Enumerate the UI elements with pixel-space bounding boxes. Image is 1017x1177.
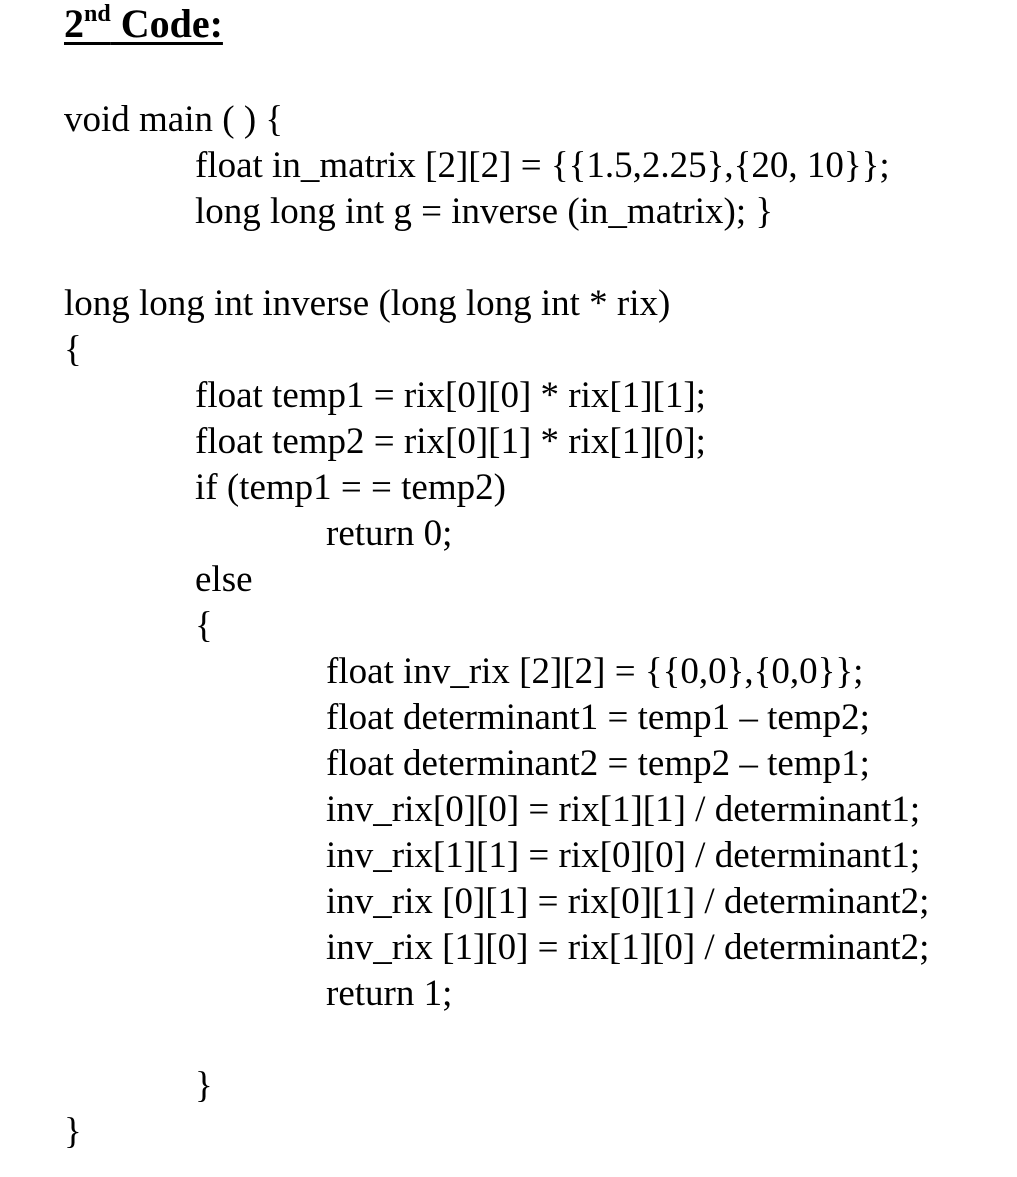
- code-line: else: [195, 559, 253, 600]
- code-line: inv_rix [0][1] = rix[0][1] / determinant2;: [326, 881, 930, 922]
- code-line: inv_rix[1][1] = rix[0][0] / determinant1;: [326, 835, 921, 876]
- code-line: float temp1 = rix[0][0] * rix[1][1];: [195, 375, 706, 416]
- heading-number: 2: [64, 1, 84, 46]
- code-line: float determinant1 = temp1 – temp2;: [326, 697, 870, 738]
- code-line: if (temp1 = = temp2): [195, 467, 506, 508]
- code-line: return 0;: [326, 513, 453, 554]
- blank-line: [64, 235, 1004, 281]
- heading-label: Code:: [110, 1, 223, 46]
- code-line: }: [64, 1111, 82, 1152]
- blank-line: [64, 1017, 1004, 1063]
- code-line: }: [195, 1065, 213, 1106]
- code-line: long long int g = inverse (in_matrix); }: [195, 191, 774, 232]
- code-line: void main ( ) {: [64, 99, 284, 140]
- code-line: float inv_rix [2][2] = {{0,0},{0,0}};: [326, 651, 864, 692]
- code-line: return 1;: [326, 973, 453, 1014]
- code-line: long long int inverse (long long int * rix): [64, 283, 671, 324]
- section-heading: [64, 2, 223, 46]
- code-line: {: [64, 329, 82, 370]
- code-line: {: [195, 605, 213, 646]
- code-line: inv_rix[0][0] = rix[1][1] / determinant1;: [326, 789, 921, 830]
- code-line: float determinant2 = temp2 – temp1;: [326, 743, 870, 784]
- code-line: float temp2 = rix[0][1] * rix[1][0];: [195, 421, 706, 462]
- code-line: inv_rix [1][0] = rix[1][0] / determinant2;: [326, 927, 930, 968]
- code-line: float in_matrix [2][2] = {{1.5,2.25},{20, 10}};: [195, 145, 890, 186]
- code-listing: [64, 97, 1004, 1155]
- heading-ordinal-suffix: nd: [84, 1, 111, 27]
